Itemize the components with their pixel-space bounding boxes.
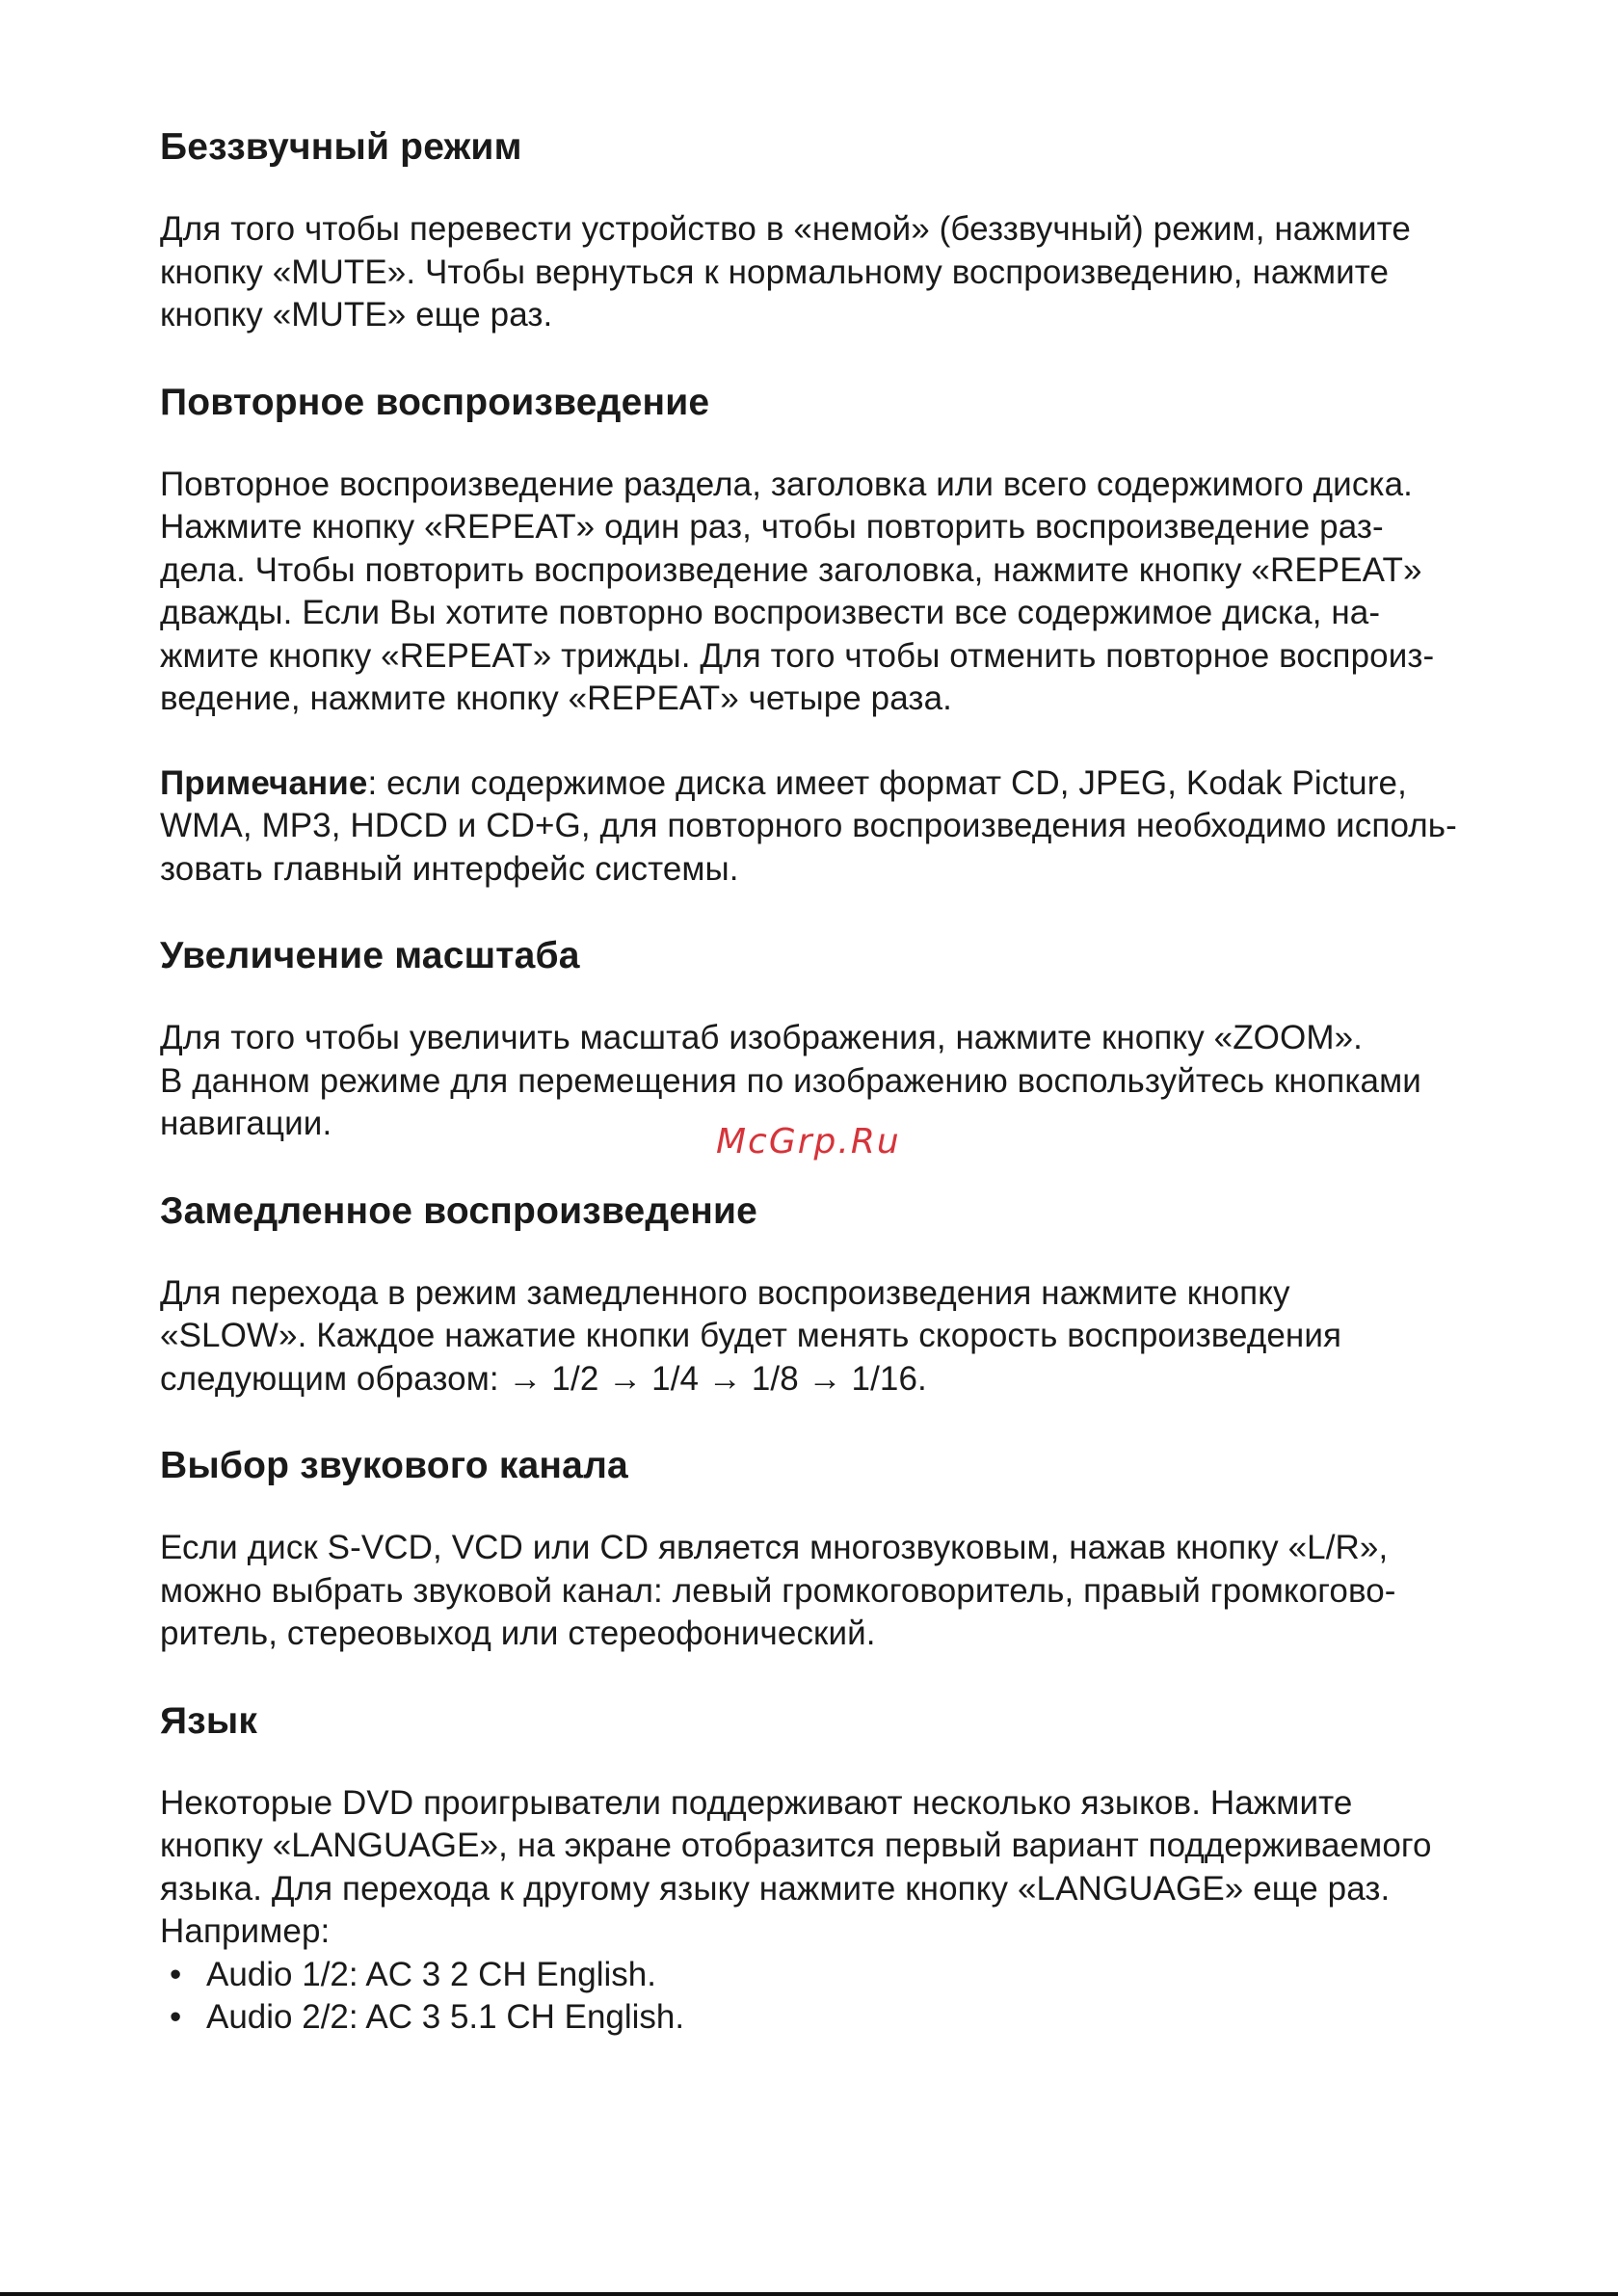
paragraph bbox=[160, 1782, 1490, 1954]
bullet-list bbox=[160, 1954, 1490, 2040]
paragraph-line: навигации. bbox=[160, 1105, 332, 1142]
section-heading: Замедленное воспроизведение bbox=[160, 1189, 758, 1232]
bullet-icon: • bbox=[170, 1998, 182, 2036]
section-repeat bbox=[160, 379, 1490, 933]
paragraph-line: дважды. Если Вы хотите повторно воспроизвести все содержимое диска, на- bbox=[160, 594, 1381, 631]
paragraph bbox=[160, 1527, 1490, 1656]
section-slow bbox=[160, 1188, 1490, 1443]
paragraph-line: зовать главный интерфейс системы. bbox=[160, 849, 739, 888]
paragraph-line: следующим образом: → 1/2 → 1/4 → 1/8 → 1/16. bbox=[160, 1359, 927, 1398]
page-bottom-rule bbox=[0, 2292, 1618, 2296]
paragraph-line: WMA, MP3, HDCD и CD+G, для повторного воспроизведения необходимо исполь- bbox=[160, 807, 1457, 844]
paragraph-line: кнопку «MUTE» еще раз. bbox=[160, 296, 553, 334]
paragraph-line: можно выбрать звуковой канал: левый громкоговоритель, правый громкогово- bbox=[160, 1571, 1396, 1610]
paragraph-line: кнопку «MUTE». Чтобы вернуться к нормальному воспроизведению, нажмите bbox=[160, 253, 1390, 291]
note-label: Примечание bbox=[160, 763, 368, 802]
section-heading: Язык bbox=[160, 1699, 258, 1742]
note-paragraph bbox=[160, 762, 1490, 892]
list-item-text: Audio 2/2: AC 3 5.1 CH English. bbox=[206, 1998, 685, 2036]
list-item-text: Audio 1/2: AC 3 2 CH English. bbox=[206, 1955, 656, 1993]
watermark: McGrp.Ru bbox=[716, 1122, 901, 1161]
paragraph-line: языка. Для перехода к другому языку нажмите кнопку «LANGUAGE» еще раз. bbox=[160, 1869, 1391, 1908]
section-heading: Беззвучный режим bbox=[160, 126, 522, 168]
section-heading: Повторное воспроизведение bbox=[160, 381, 710, 423]
paragraph-line: «SLOW». Каждое нажатие кнопки будет менять скорость воспроизведения bbox=[160, 1317, 1342, 1354]
paragraph-line: ритель, стереовыход или стереофонический. bbox=[160, 1615, 876, 1652]
paragraph-line: Например: bbox=[160, 1912, 331, 1950]
list-item bbox=[160, 1996, 1490, 2040]
paragraph-line: Для перехода в режим замедленного воспроизведения нажмите кнопку bbox=[160, 1273, 1290, 1312]
paragraph-line: Для того чтобы перевести устройство в «немой» (беззвучный) режим, нажмите bbox=[160, 210, 1411, 248]
note-text: : если содержимое диска имеет формат CD, JPEG, Kodak Picture, bbox=[367, 763, 1407, 802]
paragraph-line: Если диск S-VCD, VCD или CD является многозвуковым, нажав кнопку «L/R», bbox=[160, 1529, 1389, 1566]
section-heading: Выбор звукового канала bbox=[160, 1445, 628, 1486]
paragraph-line: ведение, нажмите кнопку «REPEAT» четыре раза. bbox=[160, 680, 952, 717]
list-item bbox=[160, 1954, 1490, 1997]
document-page bbox=[160, 123, 1490, 2040]
section-heading: Увеличение масштаба bbox=[160, 935, 580, 976]
section-mute bbox=[160, 123, 1490, 379]
bullet-icon: • bbox=[170, 1955, 182, 1993]
paragraph-line: жмите кнопку «REPEAT» трижды. Для того чтобы отменить повторное воспроиз- bbox=[160, 636, 1435, 675]
paragraph-line: дела. Чтобы повторить воспроизведение заголовка, нажмите кнопку «REPEAT» bbox=[160, 550, 1422, 589]
paragraph-line: кнопку «LANGUAGE», на экране отобразится первый вариант поддерживаемого bbox=[160, 1827, 1432, 1864]
section-audio-channel bbox=[160, 1442, 1490, 1697]
paragraph-line: Нажмите кнопку «REPEAT» один раз, чтобы повторить воспроизведение раз- bbox=[160, 508, 1384, 546]
paragraph bbox=[160, 1272, 1490, 1402]
paragraph-line: Для того чтобы увеличить масштаб изображения, нажмите кнопку «ZOOM». bbox=[160, 1019, 1363, 1056]
paragraph-line: В данном режиме для перемещения по изображению воспользуйтесь кнопками bbox=[160, 1061, 1421, 1100]
paragraph-line bbox=[160, 762, 1490, 806]
section-language bbox=[160, 1697, 1490, 2040]
paragraph bbox=[160, 208, 1490, 337]
paragraph-line: Повторное воспроизведение раздела, заголовка или всего содержимого диска. bbox=[160, 465, 1413, 503]
paragraph bbox=[160, 464, 1490, 721]
paragraph-line: Некоторые DVD проигрыватели поддерживают несколько языков. Нажмите bbox=[160, 1783, 1353, 1822]
